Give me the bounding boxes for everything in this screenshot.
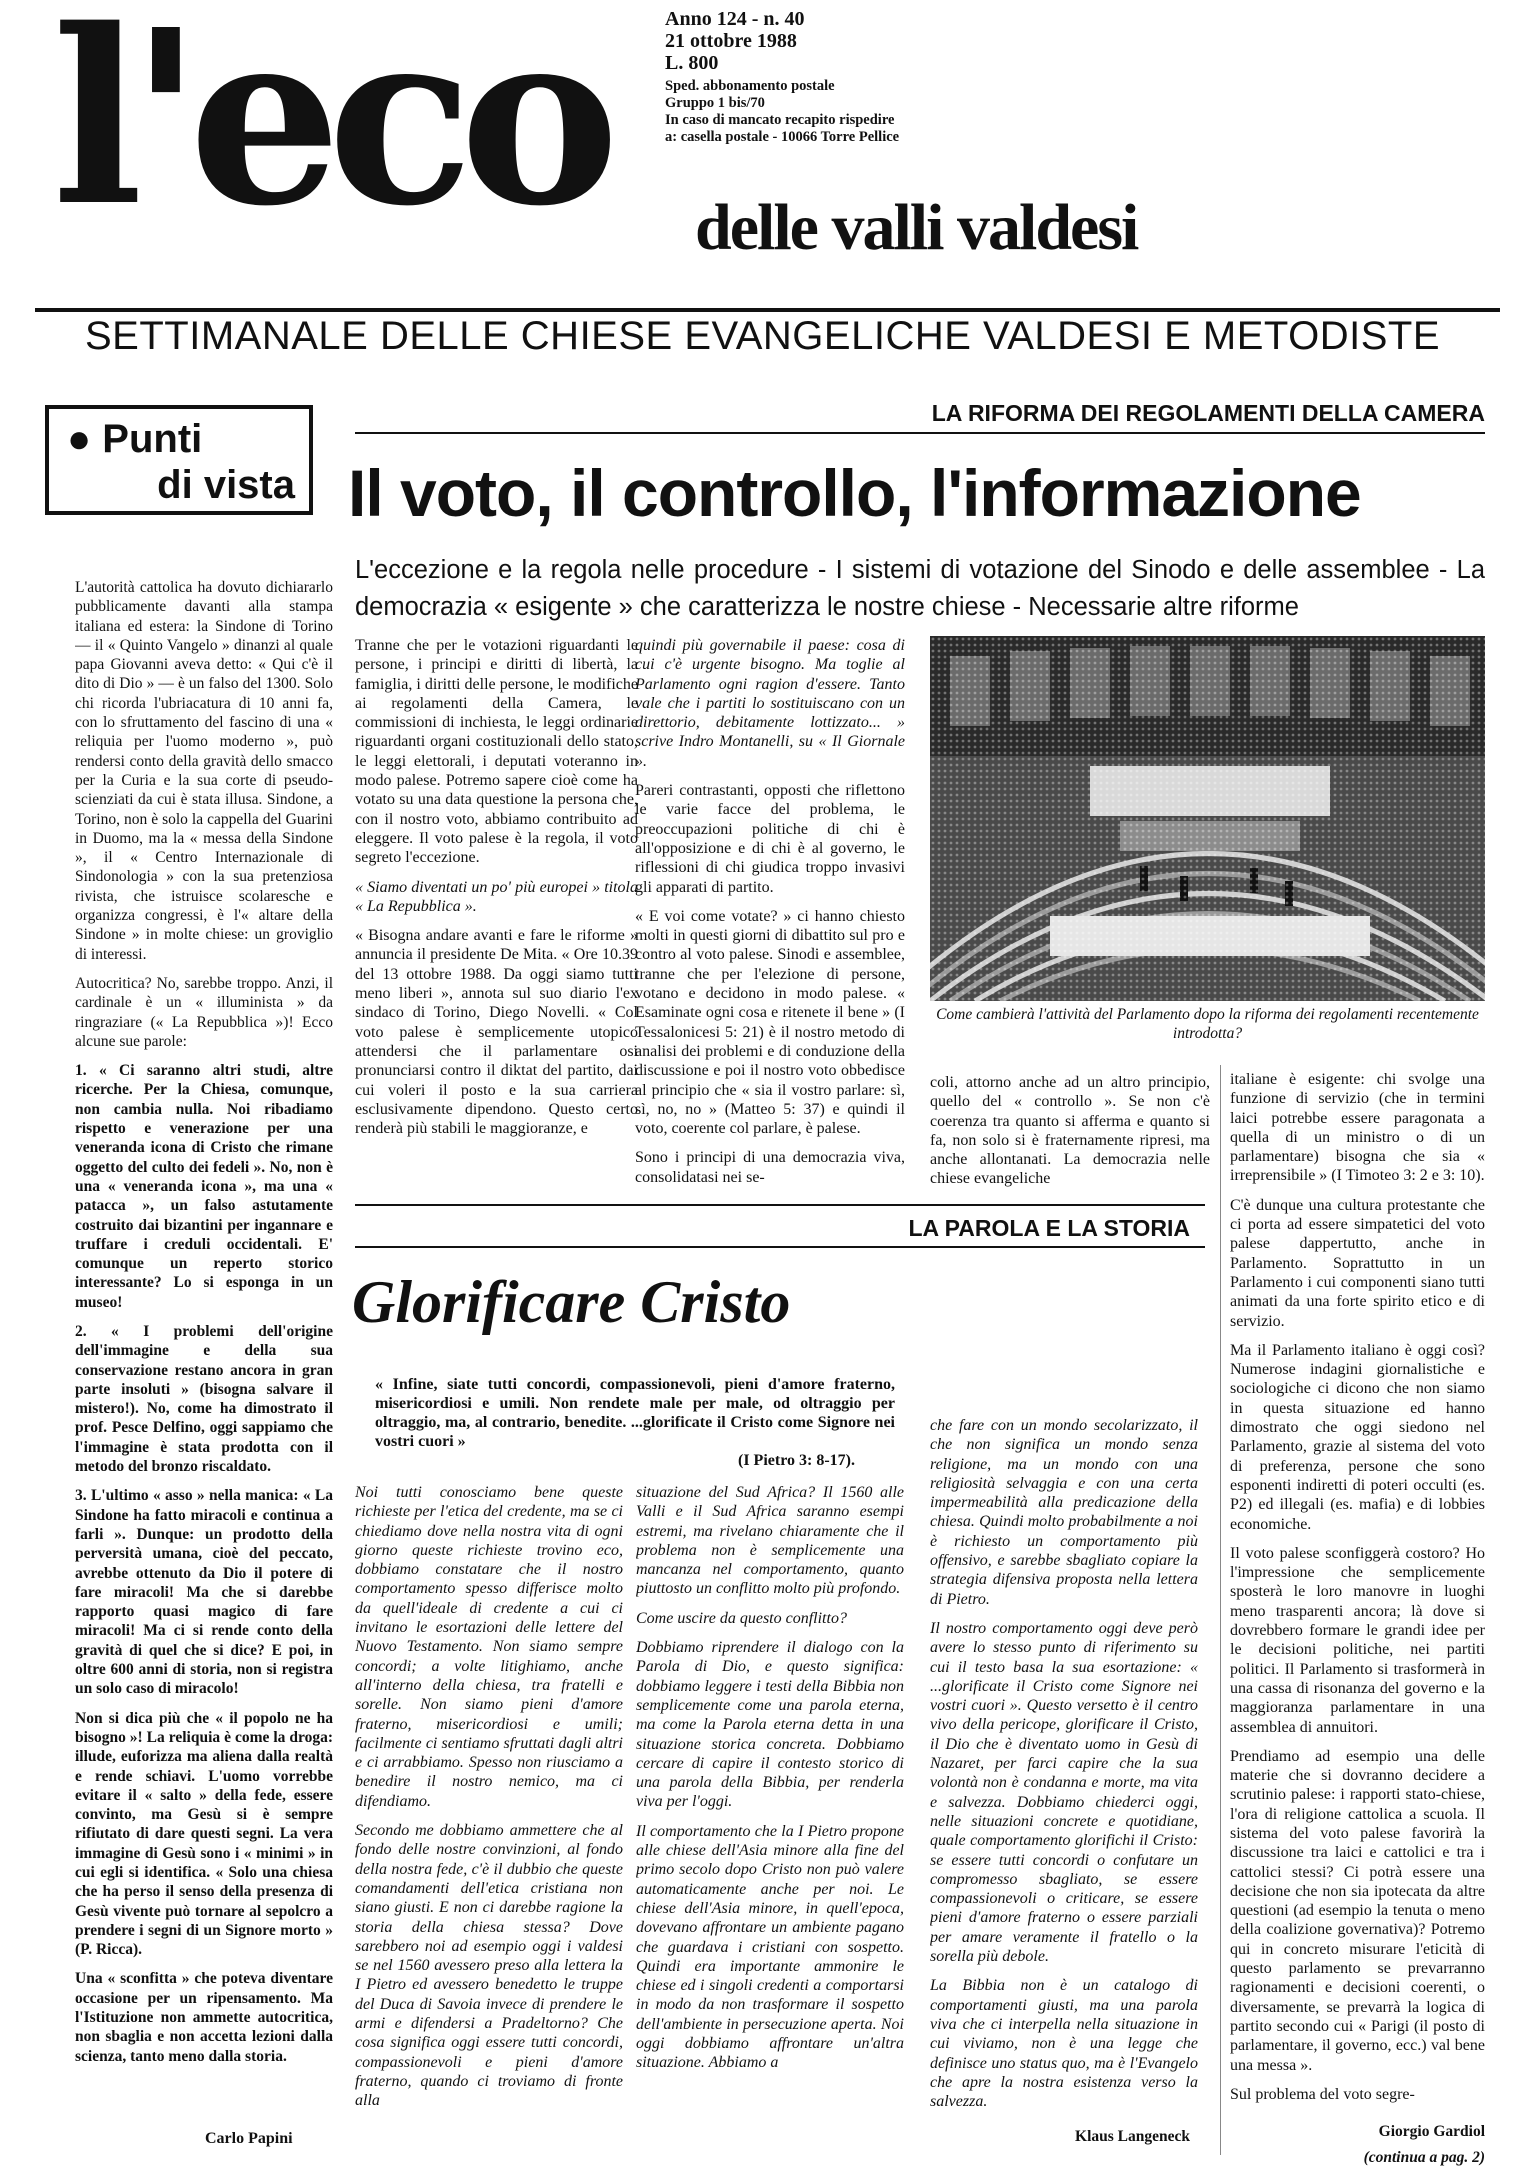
article1-headline: Il voto, il controllo, l'informazione (348, 456, 1361, 530)
editorial-signature: Carlo Papini (205, 2130, 293, 2147)
article2-paragraph: che fare con un mondo secolarizzato, il che non significa un mondo senza religione, ma un mondo con una religiosità selvaggia e con una certa impermeabilità alla predicazione della chiesa. Quindi molto probabilmente a noi è richiesto un comportamento più offensivo, e sarebbe sbagliato copiare la strategia difensiva proposta nella lettera di Pietro. (930, 1417, 1198, 1608)
article2-paragraph: Il comportamento che la I Pietro propone alle chiese dell'Asia minore alla fine del primo secolo dopo Cristo non può valere automaticamente anche per noi. Le chiese dell'Asia minore, in quell'epoca, dovevano affrontare un ambiente pagano che guardava i cristiani con sospetto. Quindi era importante ammonire le chiese ed i singoli credenti a comportarsi in modo da non trasformare il sospetto dell'ambiente in persecuzione aperta. Noi oggi dobbiamo affrontare un'altra situazione. Abbiamo a (636, 1822, 904, 2072)
article1-paragraph: Sono i principi di una democrazia viva, consolidatasi nei se- (635, 1149, 905, 1186)
quote-text: « Infine, siate tutti concordi, compassionevoli, pieni d'amore fraterno, misericordiosi e umili. Non rendete male per male, od oltraggio per oltraggio, ma, al contrario, benedite. ...glorificate il Cristo come Signore nei vostri cuori » (375, 1376, 895, 1450)
article1-column-4 (1230, 1070, 1485, 2130)
article1-paragraph: « Siamo diventati un po' più europei » titola « La Repubblica ». (355, 878, 638, 915)
photo-caption: Come cambierà l'attività del Parlamento dopo la riforma dei regolamenti recentemente introdotta? (936, 1006, 1479, 1042)
issue-info (665, 8, 995, 146)
article1-paragraph: Ma il Parlamento italiano è oggi così? Numerose indagini giornalistiche e sociologiche ci dicono che non siamo in questa situazione ed hanno dimostrato che oggi siedono nel Parlamento, grazie al sistema del voto di preferenza, persone che sono esponenti indiretti di poteri occulti (es. P2) ed illegali (es. mafia) e di lobbies economiche. (1230, 1341, 1485, 1533)
article2-column-1 (355, 1483, 623, 2133)
editorial-paragraph: Autocritica? No, sarebbe troppo. Anzi, il cardinale è un « illuminista » da ringraziare (« La Repubblica »)! Ecco alcune sue parole: (75, 974, 333, 1050)
editorial-paragraph: 1. « Ci saranno altri studi, altre ricerche. Per la Chiesa, comunque, non cambia nulla. Noi ribadiamo rispetto e venerazione per una veneranda icona di Cristo che rimane oggetto del culto dei fedeli ». No, non è una « veneranda icona », ma una « patacca », un falso astutamente costruito dai bizantini per ingannare e truffare i creduli occidentali. E' comunque un reperto storico interessante? Lo si esponga in un museo! (75, 1062, 333, 1311)
postal-line-1: Sped. abbonamento postale (665, 78, 835, 94)
postal-line-4: a: casella postale - 10066 Torre Pellice (665, 129, 900, 145)
issue-price: L. 800 (665, 52, 719, 74)
editorial-paragraph: 2. « I problemi dell'origine dell'immagine e della sua conservazione restano ancora in gran parte insoluti » (bisogna salvare il mistero!). No, come ha dimostrato il prof. Pesce Delfino, oggi sappiamo che l'immagine è stata prodotta con il metodo del bronzo riscaldato. (75, 1322, 333, 1476)
article1-paragraph: Sul problema del voto segre- (1230, 2085, 1415, 2103)
editorial-paragraph: Non si dica più che « il popolo ne ha bisogno »! La reliquia è come la droga: illude, euforizza ma aliena dalla realtà e rende schiavi. L'uomo vorrebbe evitare il « salto » della fede, essere convinto, ma Gesù si è sempre rifiutato di dare questi segni. La vera immagine di Gesù sono i « minimi » in cui egli si identifica. « Solo una chiesa che ha perso il senso della presenza di Gesù vivente può tornare al sepolcro a prendere i segni di un Signore morto » (P. Ricca). (75, 1709, 333, 1959)
article2-column-2 (636, 1483, 904, 2133)
di-vista-label: di vista (157, 463, 295, 507)
article1-paragraph: coli, attorno anche ad un altro principio, quello del « controllo ». Se non c'è coerenza tra quanto si afferma e quanto si fa, non solo si è fraternamente ripresi, ma anche allontanati. La democrazia nelle chiese evangeliche (930, 1074, 1210, 1188)
issue-date: 21 ottobre 1988 (665, 30, 797, 52)
article1-column-3 (930, 1073, 1210, 1195)
article1-column-1 (355, 636, 638, 1196)
article2-column-3 (930, 1416, 1198, 2116)
article2-signature: Klaus Langeneck (1075, 2128, 1190, 2145)
article1-paragraph: Prendiamo ad esempio una delle materie che si dovranno decidere a scrutinio palese: i rapporti stato-chiese, l'ora di religione cattolica a scuola. Il sistema del voto palese favorirà la discussione tra laici e cattolici e tra i cattolici stessi? Ci potrà essere una decisione che non sia ipotecata da altre questioni (ad esempio la tenuta o meno della coalizione governativa)? Potremo qui in concreto misurare l'eticità di questo parlamento se prevarranno ragionamenti e decisioni coerenti, o diversamente, se prevarrà la logica di partito secondo cui « Parigi (il posto di parlamentare, il governo, ecc.) val bene una messa ». (1230, 1747, 1485, 2074)
article1-kicker: LA RIFORMA DEI REGOLAMENTI DELLA CAMERA (931, 400, 1485, 426)
postal-line-3: In caso di mancato recapito rispedire (665, 112, 895, 128)
column-divider (1220, 1065, 1221, 2155)
article1-subhead: L'eccezione e la regola nelle procedure - I sistemi di votazione del Sinodo e delle assemblee - La democrazia « esigente » che caratterizza le nostre chiese - Necessarie altre riforme (355, 556, 1485, 621)
editorial-paragraph: Una « sconfitta » che poteva diventare occasione per un ripensamento. Ma l'Istituzione non ammette autocritica, non sbaglia e non accetta lezioni dalla scienza, tanto meno dalla storia. (75, 1970, 333, 2065)
masthead-tagline: SETTIMANALE DELLE CHIESE EVANGELICHE VALDESI E METODISTE (85, 314, 1441, 358)
article1-paragraph: C'è dunque una cultura protestante che ci porta ad essere simpatetici del voto palese dappertutto, anche in Parlamento. Soprattutto in un Parlamento i cui componenti siano tutti animati da una forte spirito etico e di servizio. (1230, 1196, 1485, 1330)
article1-paragraph: italiane è esigente: chi svolge una funzione di servizio (che in termini laici potrebbe essere paragonata a quella di un ministro o di un parlamentare) bisogna che sia « irreprensibile » (I Timoteo 3: 2 e 3: 10). (1230, 1071, 1485, 1185)
article2-top-rule (355, 1204, 1205, 1206)
article2-kicker: LA PAROLA E LA STORIA (908, 1215, 1190, 1241)
editorial-column (75, 578, 333, 2150)
editorial-paragraph: L'autorità cattolica ha dovuto dichiararlo pubblicamente davanti alla stampa italiana ed estera: la Sindone di Torino — il « Quinto Vangelo » dinanzi al quale papa Giovanni aveva detto: « Qui c'è il dito di Dio » — è un falso del 1300. Solo chi ricorda l'ubriacatura di 10 anni fa, con lo sfruttamento del fascino di una « reliquia per l'uomo moderno », può rendersi conto della gravità dello smacco per la Curia e la sua corte di pseudo-scienziati da cui è stata illusa. Sindone, a Torino, non è solo la cappella del Guarini in Duomo, ma la « messa della Sindone », il « Centro Internazionale di Sindonologia » con la sua pretenziosa rivista, che istruisce scolaresche e organizza congressi, è l'« altare della Sindone » in molte chiese: un groviglio di interessi. (75, 579, 333, 963)
parliament-chamber-photo (930, 636, 1485, 1001)
article2-paragraph: situazione del Sud Africa? Il 1560 alle Valli e il Sud Africa saranno esempi estremi, ma rivelano chiaramente che il problema non è semplicemente una mancanza nel comportamento, quanto piuttosto un conflitto molto più profondo. (636, 1484, 904, 1598)
issue-number: Anno 124 - n. 40 (665, 8, 805, 30)
article2-paragraph: Il nostro comportamento oggi deve però avere lo stesso punto di riferimento su cui il testo basa la sua esortazione: « ...glorificate il Cristo come Signore nei vostri cuori ». Questo versetto è il centro vivo della pericope, glorificare il Cristo, il Dio che è diventato uomo in Gesù di Nazaret, per farci capire che la sua volontà non è condanna e morte, ma vita e salvezza. Dobbiamo chiederci oggi, nelle situazioni concrete e quotidiane, quale comportamento glorifichi il Cristo: se essere tutti concordi o confutare un compromesso sbagliato, se essere compassionevoli o criticare, se essere pieni d'amore fraterno o essere parziali per amare veramente il fratello o la sorella più debole. (930, 1619, 1198, 1966)
article2-title: Glorificare Cristo (352, 1269, 791, 1335)
article2-paragraph: Dobbiamo riprendere il dialogo con la Parola di Dio, e questo significa: dobbiamo leggere i testi della Bibbia non semplicemente come una parola eterna, ma come la Parola eterna detta in una situazione storica concreta. Dobbiamo cercare di capire il contesto storico di una parola della Bibbia, per renderla viva per l'oggi. (636, 1639, 904, 1811)
article1-column-2 (635, 636, 905, 1196)
article2-paragraph: La Bibbia non è un catalogo di comportamenti giusti, ma una parola viva che ci interpella nella situazione in cui viviamo, non è una legge che definisce uno status quo, ma è l'Evangelo che apre la nostra esistenza verso la salvezza. (930, 1977, 1198, 2111)
editorial-paragraph: 3. L'ultimo « asso » nella manica: « La Sindone ha fatto miracoli e continua a farli ». Dunque: un prodotto della perversità umana, cioè del peccato, avrebbe ottenuto da Dio il potere di fare miracoli! Ma che si darebbe rapporto quasi magico di fare miracoli! Ma ci si rende conto della gravità di quel che si dice? E poi, in oltre 600 anni di storia, non si registra un solo caso di miracolo! (75, 1487, 333, 1698)
article2-paragraph: Noi tutti conosciamo bene queste richieste per l'etica del credente, ma se ci chiediamo dove nella nostra vita di ogni giorno queste richieste trovino eco, dobbiamo constatare che il nostro comportamento spesso differisce molto da quell'ideale di credente a cui ci invitano le esortazioni delle lettere del Nuovo Testamento. Non siamo sempre concordi; a volte litighiamo, anche all'interno della chiesa, tra fratelli e sorelle. Non siamo pieni d'amore fraterno, misericordiosi e umili; facilmente ci sentiamo sfruttati dagli altri e ci arrabbiamo. Spesso non riusciamo a benedire il nostro nemico, ma ci difendiamo. (355, 1484, 623, 1810)
article2-paragraph: Secondo me dobbiamo ammettere che al fondo delle nostre convinzioni, al fondo della nostra fede, c'è il dubbio che queste comandamenti dell'etica cristiana non siano giusti. E non ci darebbe ragione la storia della chiesa stessa? Dove sarebbero noi ad esempio oggi i valdesi se nel 1560 avessero preso alla lettera la I Pietro ed avessero benedetto le truppe del Duca di Savoia invece di prendere le armi e difendersi a Pradeltorno? Che cosa significa oggi essere tutti concordi, compassionevoli e pieni d'amore fraterno, quando ci troviamo di fronte alla (355, 1822, 623, 2110)
masthead-rule (35, 308, 1500, 312)
article1-paragraph: Pareri contrastanti, opposti che riflettono le varie facce del problema, le preoccupazioni politiche di chi è all'opposizione e di chi è al governo, le riflessioni di chi giudica troppo invasivi gli apparati di partito. (635, 782, 905, 896)
article2-paragraph: Come uscire da questo conflitto? (636, 1609, 847, 1627)
article1-paragraph: « E voi come votate? » ci hanno chiesto molti in questi giorni di dibattito sul pro e contro al voto palese. Sinodi e assemblee, tranne che per l'elezione di persone, votano e decidono in modo palese. « Esaminate ogni cosa e ritenete il bene » (I Tessalonicesi 5: 21) è il nostro metodo di analisi dei problemi e di conduzione della discussione e poi il nostro voto obbedisce al principio che « sia il vostro parlare: sì, sì, no, no » (Matteo 5: 37) e quindi il voto, coerente col parlare, è palese. (635, 907, 905, 1138)
article1-kicker-rule (355, 432, 1485, 434)
masthead-logo: l'eco (52, 18, 606, 223)
punti-label: ● Punti (67, 417, 203, 461)
postal-line-2: Gruppo 1 bis/70 (665, 95, 765, 111)
masthead-subname: delle valli valdesi (695, 191, 1138, 264)
article1-paragraph: quindi più governabile il paese: cosa di cui c'è urgente bisogno. Ma toglie al Parlamento ogni ragion d'essere. Tanto vale che i partiti lo sostituiscano con un direttorio, debitamente lottizzato... » scrive Indro Montanelli, su « Il Giornale ». (635, 637, 905, 770)
continued-on-page-link[interactable]: (continua a pag. 2) (1363, 2149, 1485, 2166)
article1-paragraph: Tranne che per le votazioni riguardanti le persone, i principi e diritti di libertà, la famiglia, i diritti delle persone, le modifiche ai regolamenti della Camera, le commissioni di inchiesta, le leggi ordinarie riguardanti organi costituzionali dello stato, le leggi elettorali, i deputati voteranno in modo palese. Potremo sapere cioè come ha votato su una data questione la persona che, con il nostro voto, abbiamo contribuito ad eleggere. Il voto palese è la regola, il voto segreto l'eccezione. (355, 637, 638, 867)
article1-paragraph: « Bisogna andare avanti e fare le riforme » annuncia il presidente De Mita. « Ore 10.39 del 13 ottobre 1988. Da oggi siamo tutti meno liberi », annota sul suo diario l'ex sindaco di Torino, Diego Novelli. « Col voto palese è semplicemente utopico attendersi che il parlamentare osi pronunciarsi contro il diktat del partito, dai cui voleri il posto e la sua carriera esclusivamente dipendono. Questo certo renderà più stabili le maggioranze, e (355, 927, 638, 1138)
punti-di-vista-box (45, 405, 313, 515)
quote-reference: (I Pietro 3: 8-17). (738, 1452, 855, 1469)
article1-paragraph: Il voto palese sconfiggerà costoro? Ho l'impressione che semplicemente sposterà le loro manovre in luoghi meno trasparenti ancora; là dove si dovrebbero formare le grandi idee per le decisioni politiche, nei partiti politici. Il Parlamento si trasformerà in una cassa di risonanza del governo e la maggioranza parlamentare in una assemblea di annuitori. (1230, 1544, 1485, 1736)
article2-bible-quote (375, 1375, 895, 1470)
article1-signature: Giorgio Gardiol (1378, 2123, 1485, 2140)
article2-kicker-rule (355, 1246, 1205, 1248)
